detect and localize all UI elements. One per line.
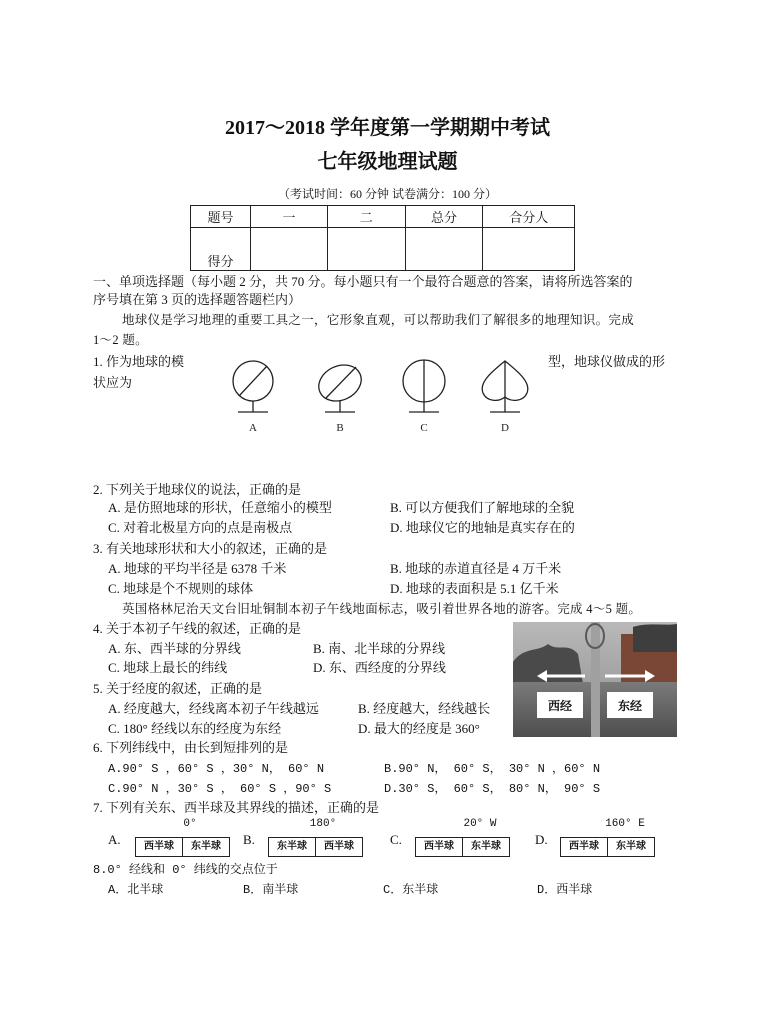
globe-a-axis — [239, 366, 267, 396]
q5-option-b: B. 经度越大，经线越长 — [358, 701, 491, 716]
q7-option-d-diagram — [560, 818, 670, 860]
hemisphere-left: 西半球 — [424, 841, 454, 852]
q3-stem: 3. 有关地球形状和大小的叙述，正确的是 — [93, 541, 328, 556]
q1-stem-part1: 1. 作为地球的模 — [93, 354, 185, 369]
q6-option-d: D.30° S， 60° S， 80° N， 90° S — [384, 782, 601, 796]
hemisphere-left: 东半球 — [277, 841, 307, 852]
exam-title: 2017～2018 学年度第一学期期中考试 — [225, 117, 550, 139]
hemisphere-boxes — [135, 837, 230, 857]
q6-option-c: C.90° N ，30° S ， 60° S ，90° S — [108, 782, 332, 796]
q8-stem: 8.0° 经线和 0° 纬线的交点位于 — [93, 863, 278, 877]
score-cell — [405, 228, 483, 271]
q5-stem: 5. 关于经度的叙述，正确的是 — [93, 681, 263, 696]
section-instruction-line2: 序号填在第 3 页的选择题答题栏内） — [93, 292, 302, 307]
globe-label-a: A — [249, 422, 257, 434]
hemisphere-right: 西半球 — [315, 838, 362, 856]
hemisphere-right: 东半球 — [182, 838, 229, 856]
q6-option-b: B.90° N， 60° S， 30° N ，60° N — [384, 762, 601, 776]
q7-option-a-diagram — [135, 818, 245, 860]
photo-meridian-post — [591, 622, 600, 737]
passage-1-2-line1: 地球仪是学习地理的重要工具之一，它形象直观，可以帮助我们了解很多的地理知识。完成 — [122, 313, 635, 327]
q7-option-c-meridian: 20° W — [463, 818, 497, 830]
q6-stem: 6. 下列纬线中，由长到短排列的是 — [93, 740, 289, 755]
score-header-cell: 一 — [251, 206, 328, 228]
q7-option-a-meridian: 0° — [183, 818, 197, 830]
score-header-cell: 题号 — [191, 206, 251, 228]
q7-option-b-diagram — [268, 818, 378, 860]
hemisphere-right: 东半球 — [607, 838, 654, 856]
q5-option-a: A. 经度越大，经线离本初子午线越远 — [108, 701, 319, 716]
q2-option-b: B. 可以方便我们了解地球的全貌 — [390, 500, 575, 515]
q2-option-a: A. 是仿照地球的形状，任意缩小的模型 — [108, 500, 332, 515]
west-longitude-label: 西经 — [547, 699, 573, 713]
q7-option-c-letter: C. — [390, 832, 402, 847]
exam-info: （考试时间：60 分钟 试卷满分：100 分） — [277, 187, 497, 201]
hemisphere-left: 西半球 — [144, 841, 174, 852]
section-instruction-line1: 一、单项选择题（每小题 2 分，共 70 分。每小题只有一个最符合题意的答案，请将所选答案的 — [93, 274, 633, 289]
q3-option-b: B. 地球的赤道直径是 4 万千米 — [390, 561, 562, 576]
q1-stem-part2: 型，地球仪做成的形 — [548, 354, 666, 369]
exam-subtitle: 七年级地理试题 — [317, 151, 458, 173]
hemisphere-boxes — [415, 837, 510, 857]
score-cell — [251, 228, 328, 271]
q5-option-c: C. 180° 经线以东的经度为东经 — [108, 721, 282, 736]
hemisphere-boxes — [268, 837, 363, 857]
q6-option-a: A.90° S ，60° S ，30° N， 60° N — [108, 762, 325, 776]
q7-option-b-letter: B. — [243, 832, 255, 847]
q2-option-c: C. 对着北极星方向的点是南极点 — [108, 520, 293, 535]
q7-option-d-letter: D. — [535, 832, 548, 847]
q7-option-d-meridian: 160° E — [605, 818, 645, 830]
q8-option-d: D．西半球 — [537, 883, 593, 897]
q4-option-d: D. 东、西经度的分界线 — [313, 660, 446, 675]
q5-option-d: D. 最大的经度是 360° — [358, 721, 480, 736]
q2-stem: 2. 下列关于地球仪的说法，正确的是 — [93, 482, 302, 497]
passage-1-2-line2: 1～2 题。 — [93, 333, 148, 347]
globe-label-d: D — [501, 422, 509, 434]
score-table-row — [191, 228, 575, 271]
hemisphere-boxes — [560, 837, 655, 857]
hemisphere-right: 东半球 — [462, 838, 509, 856]
q7-option-c-diagram — [415, 818, 525, 860]
q4-option-b: B. 南、北半球的分界线 — [313, 641, 446, 656]
globe-b-axis — [326, 367, 356, 398]
q8-option-c: C．东半球 — [383, 883, 439, 897]
east-longitude-label: 东经 — [617, 699, 643, 713]
prime-meridian-photo — [513, 622, 677, 737]
q4-stem: 4. 关于本初子午线的叙述，正确的是 — [93, 621, 302, 636]
q3-option-c: C. 地球是个不规则的球体 — [108, 581, 254, 596]
globe-label-b: B — [336, 422, 344, 434]
q3-option-a: A. 地球的平均半径是 6378 千米 — [108, 561, 287, 576]
score-row-label: 得分 — [191, 228, 251, 271]
q3-option-d: D. 地球的表面积是 5.1 亿千米 — [390, 581, 559, 596]
passage-4-5: 英国格林尼治天文台旧址铜制本初子午线地面标志，吸引着世界各地的游客。完成 4～5 题。 — [122, 602, 642, 616]
globe-label-c: C — [420, 422, 428, 434]
q1-stem-part3: 状应为 — [93, 375, 133, 390]
q8-option-b: B．南半球 — [243, 883, 299, 897]
score-cell — [327, 228, 405, 271]
q7-stem: 7. 下列有关东、西半球及其界线的描述，正确的是 — [93, 800, 380, 815]
q7-option-b-meridian: 180° — [309, 818, 337, 830]
q4-option-a: A. 东、西半球的分界线 — [108, 641, 241, 656]
score-cell — [483, 228, 575, 271]
q2-option-d: D. 地球仪它的地轴是真实存在的 — [390, 520, 575, 535]
score-header-cell: 二 — [327, 206, 405, 228]
q4-option-c: C. 地球上最长的纬线 — [108, 660, 228, 675]
score-table — [190, 205, 575, 271]
globe-figures — [220, 355, 540, 435]
score-table-header-row — [191, 206, 575, 228]
score-header-cell: 合分人 — [483, 206, 575, 228]
photo-tree-right — [633, 624, 677, 652]
score-header-cell: 总分 — [405, 206, 483, 228]
q7-option-a-letter: A. — [108, 832, 121, 847]
q8-option-a: A．北半球 — [108, 883, 164, 897]
hemisphere-left: 西半球 — [569, 841, 599, 852]
